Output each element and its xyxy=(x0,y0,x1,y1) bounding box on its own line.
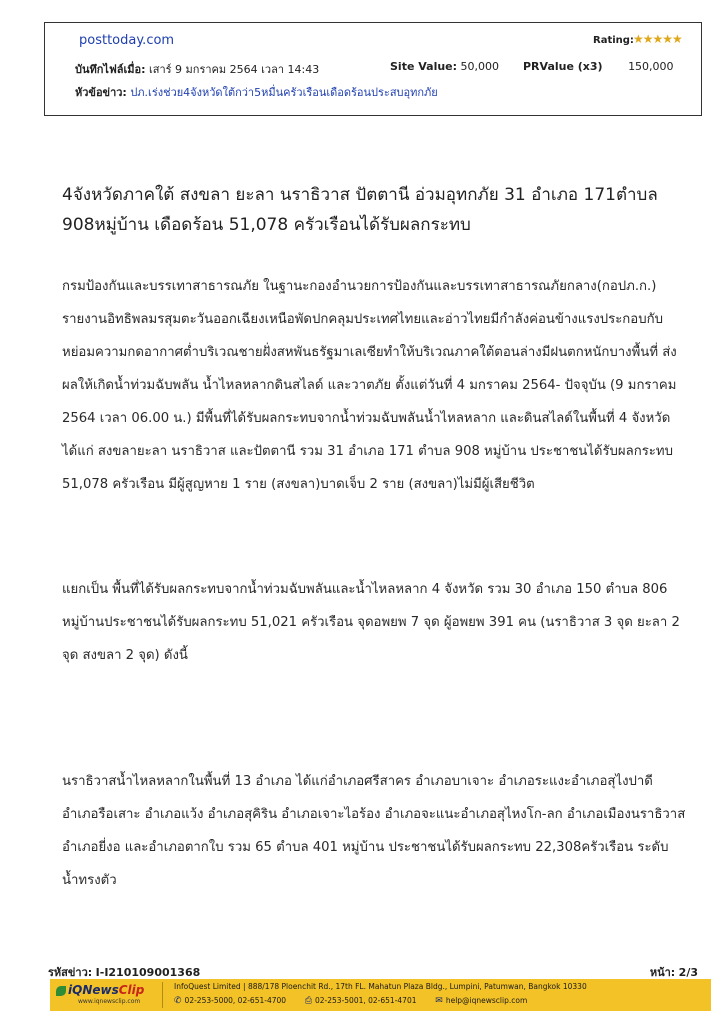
saved-label: บันทึกไฟล์เมื่อ: xyxy=(75,63,146,76)
phone-numbers: 02-253-5000, 02-651-4700 xyxy=(184,996,287,1005)
headline-label: หัวข้อข่าว: xyxy=(75,86,127,99)
logo-main-text: iQNews xyxy=(68,983,119,997)
news-code-label: รหัสข่าว: xyxy=(48,966,93,979)
email-address[interactable]: help@iqnewsclip.com xyxy=(445,996,528,1005)
article-paragraph-3: นราธิวาสน้ำไหลหลากในพื้นที่ 13 อำเภอ ได้แก่อำเภอศรีสาคร อำเภอบาเจาะ อำเภอระแงะอำเภอสุไงปาดี อำเภอรือเสาะ อำเภอแว้ง อำเภอสุคิริน อำเภอเจาะไอร้อง อำเภอจะแนะอำเภอสุไหงโก-ลก อำเภอเมืองนราธิวาส อำเภอยี่งอ และอำเภอตากใบ รวม 65 ตำบล 401 หมู่บ้าน ประชาชนได้รับผลกระทบ 22,308ครัวเรือน ระดับน้ำทรงตัว xyxy=(62,774,686,888)
site-value-number: 50,000 xyxy=(460,60,500,73)
fax-icon: ⎙ xyxy=(304,996,313,1006)
clip-header xyxy=(44,22,702,116)
pr-value-number: 150,000 xyxy=(628,60,674,73)
logo-url: www.iqnewsclip.com xyxy=(78,998,141,1005)
saved-value: เสาร์ 9 มกราคม 2564 เวลา 14:43 xyxy=(149,63,320,76)
footer-divider xyxy=(162,982,163,1008)
leaf-icon xyxy=(56,986,66,996)
page-label: หน้า: xyxy=(649,966,676,979)
headline-value[interactable]: ปภ.เร่งช่วย4จังหวัดใต้กว่า5หมื่นครัวเรือนเดือดร้อนประสบอุทกภัย xyxy=(130,86,438,99)
source-link[interactable]: posttoday.com xyxy=(79,33,175,48)
email-icon: ✉ xyxy=(435,996,443,1006)
contact-row xyxy=(174,996,527,1006)
site-value xyxy=(390,60,499,73)
company-address: InfoQuest Limited | 888/178 Ploenchit Rd., 17th FL. Mahatun Plaza Bldg., Lumpini, Patumwan, Bangkok 10330 xyxy=(174,982,587,991)
pr-value-label: PRValue (x3) xyxy=(523,60,603,73)
article-paragraph-1: กรมป้องกันและบรรเทาสาธารณภัย ในฐานะกองอำนวยการป้องกันและบรรเทาสาธารณภัยกลาง(กอปภ.ก.) รายงานอิทธิพลมรสุมตะวันออกเฉียงเหนือพัดปกคลุมประเทศไทยและอ่าวไทยมีกำลังค่อนข้างแรงประกอบกับหย่อมความกดอากาศต่ำบริเวณชายฝั่งสหพันธรัฐมาเลเซียทำให้บริเวณภาคใต้ตอนล่างมีฝนตกหนักบางพื้นที่ ส่งผลให้เกิดน้ำท่วมฉับพลัน น้ำไหลหลากดินสไลด์ และวาตภัย ตั้งแต่วันที่ 4 มกราคม 2564- ปัจจุบัน (9 มกราคม 2564 เวลา 06.00 น.) มีพื้นที่ได้รับผลกระทบจากน้ำท่วมฉับพลันน้ำไหลหลาก และดินสไลด์ในพื้นที่ 4 จังหวัด ได้แก่ สงขลายะลา นราธิวาส และปัตตานี รวม 31 อำเภอ 171 ตำบล 908 หมู่บ้าน ประชาชนได้รับผลกระทบ 51,078 ครัวเรือน มีผู้สูญหาย 1 ราย (สงขลา)บาดเจ็บ 2 ราย (สงขลา)ไม่มีผู้เสียชีวิต xyxy=(62,279,677,492)
headline-row xyxy=(75,83,438,101)
pr-value xyxy=(523,60,674,73)
article-title: 4จังหวัดภาคใต้ สงขลา ยะลา นราธิวาส ปัตตานี อ่วมอุทกภัย 31 อำเภอ 171ตำบล 908หมู่บ้าน เดือดร้อน 51,078 ครัวเรือนได้รับผลกระทบ xyxy=(62,185,658,235)
footer-bar xyxy=(50,979,711,1011)
page-value: 2/3 xyxy=(678,966,698,979)
rating-label: Rating: xyxy=(593,35,634,46)
site-value-label: Site Value: xyxy=(390,60,458,73)
fax-numbers: 02-253-5001, 02-651-4701 xyxy=(315,996,417,1005)
logo-clip-text: Clip xyxy=(118,983,145,997)
news-code-value: I-I210109001368 xyxy=(95,966,201,979)
rating-stars: ★★★★★ xyxy=(633,32,682,46)
saved-date xyxy=(75,60,319,78)
iqnewsclip-logo xyxy=(56,983,144,997)
article-paragraph-2: แยกเป็น พื้นที่ได้รับผลกระทบจากน้ำท่วมฉับพลันและน้ำไหลหลาก 4 จังหวัด รวม 30 อำเภอ 150 ตำบล 806 หมู่บ้านประชาชนได้รับผลกระทบ 51,021 ครัวเรือน จุดอพยพ 7 จุด ผู้อพยพ 391 คน (นราธิวาส 3 จุด ยะลา 2 จุด สงขลา 2 จุด) ดังนี้ xyxy=(62,582,680,663)
phone-icon: ✆ xyxy=(174,996,182,1006)
